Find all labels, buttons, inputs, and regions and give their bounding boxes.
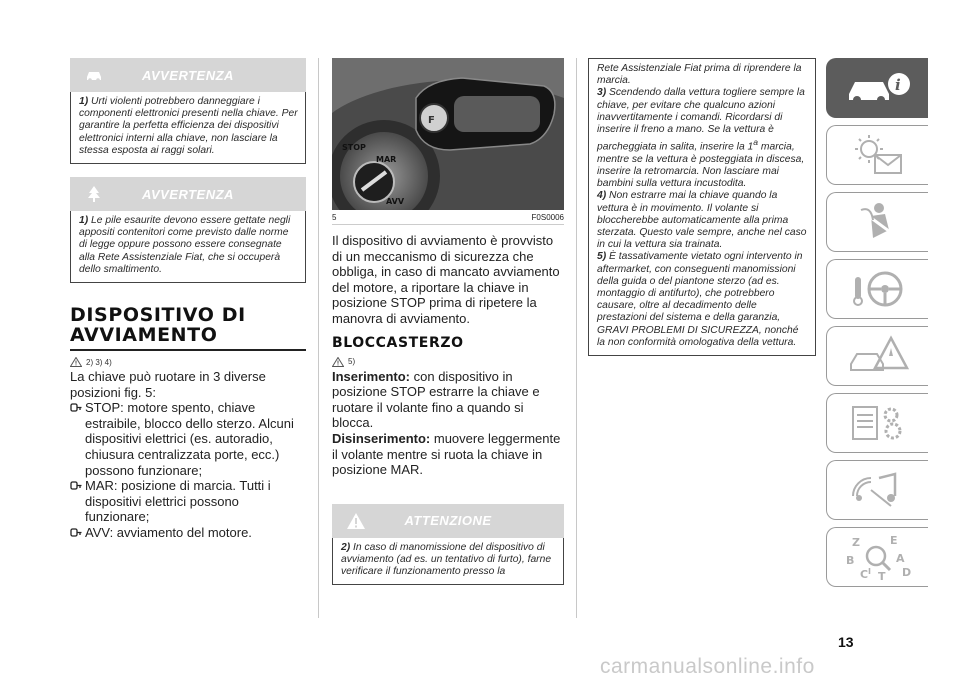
superscript: a — [753, 137, 759, 148]
attention-continued-box — [588, 58, 816, 356]
subhead-bloccasterzo: BLOCCASTERZO — [332, 334, 464, 351]
label-stop: STOP — [342, 143, 366, 152]
disinserimento-body: muovere leggermente il volante mentre si ruota la chiave in posizione MAR. — [332, 430, 561, 478]
attention-number: 2) — [341, 541, 351, 553]
warning-text: Urti violenti potrebbero danneggiare i componenti elettronici presenti nella chiave. Per garantire la perfetta efficienza dei dispositivi elettronici interni alla chiave, non lasciare la stessa esposta ai raggi solari. — [79, 96, 298, 156]
index-letter: B — [845, 554, 854, 567]
warning-number: 1) — [79, 215, 89, 227]
index-letter: Z — [851, 536, 860, 549]
warning-number: 1) — [79, 96, 89, 107]
note-number: 3) — [597, 87, 607, 99]
tab-car-info[interactable] — [826, 58, 928, 118]
page-number: 13 — [838, 634, 854, 650]
note-number: 4) — [597, 190, 607, 202]
position-text: STOP: motore spento, chiave estraibile, blocco dello sterzo. Alcuni dispositivi elettrici (es. autoradio, chiusura centralizzata porte, ecc.) possono funzionare; — [85, 400, 294, 478]
maintenance-gears-icon — [843, 401, 913, 445]
tab-maintenance[interactable] — [826, 393, 928, 453]
attention-box — [332, 538, 564, 586]
warning-triangle-icon — [70, 357, 82, 367]
tab-emergency[interactable] — [826, 326, 928, 386]
chapter-tabs — [826, 58, 928, 594]
attention-text: In caso di manomissione del dispositivo di avviamento (ad es. un tentativo di furto), farne verificare il funzionamento presso la — [341, 541, 552, 578]
disinserimento-text — [332, 431, 564, 478]
watermark: carmanualsonline.info — [600, 655, 815, 678]
intro-text: La chiave può ruotare in 3 diverse posizioni fig. 5: — [70, 369, 266, 400]
position-item-mar — [70, 478, 306, 525]
continued-text: Rete Assistenziale Fiat prima di riprendere la marcia. — [597, 63, 802, 87]
figure-code: F0S0006 — [531, 213, 564, 222]
warning-box-2 — [70, 211, 306, 283]
label-mar: MAR — [376, 155, 397, 164]
figure-caption — [332, 213, 564, 225]
warning-text: Le pile esaurite devono essere gettate negli appositi contenitori come previsto dalle norme di legge oppure possono essere consegnate alla Rete Assistenziale Fiat, che si occuperà dello smaltimento. — [79, 215, 291, 275]
attention-header — [332, 504, 564, 538]
disinserimento-label: Disinserimento: — [332, 430, 431, 446]
warning-refs — [70, 357, 306, 367]
warning-header-1 — [70, 58, 306, 92]
index-letter: C — [859, 568, 868, 581]
warning-box-1 — [70, 92, 306, 164]
svg-text:F: F — [428, 115, 435, 126]
index-letter: D — [901, 566, 911, 579]
note-text: Scendendo dalla vettura togliere sempre la chiave, per evitare che qualcuno azioni inavvertitamente i comandi. Ricordarsi di inserire il freno a mano. Se la vettura è parcheggiata in salita, inserire la 1 — [597, 87, 805, 153]
note-number: 5) — [597, 251, 607, 263]
column-divider — [576, 58, 577, 618]
note-text: marcia, mentre se la vettura è posteggiata in discesa, inserire la retromarcia. Non lasciare mai bambini sulla vettura incustodita. — [597, 141, 805, 190]
index-letter: T — [877, 570, 886, 582]
dashboard-lights-icon — [843, 133, 913, 177]
left-column — [70, 58, 306, 541]
ignition-photo — [332, 58, 564, 210]
inserimento-label: Inserimento: — [332, 368, 411, 384]
tab-safety[interactable] — [826, 192, 928, 252]
index-letters-icon — [838, 532, 918, 582]
right-column — [588, 58, 816, 356]
inserimento-text — [332, 369, 564, 431]
car-warning-icon — [84, 66, 104, 84]
tab-dashboard-lights[interactable] — [826, 125, 928, 185]
note-text: È tassativamente vietato ogni intervento in aftermarket, con conseguenti manomissioni della guida o del piantone sterzo (ad es. montaggio di antifurto), che potrebbero causare, oltre al decadimento delle prestazioni del sistema e della garanzia, GRAVI PROBLEMI DI SICUREZZA, nonché la non conformità omologativa della vettura. — [597, 251, 803, 348]
multimedia-icon — [843, 468, 913, 512]
refs-text: 2) 3) 4) — [86, 357, 112, 367]
position-item-avv — [70, 525, 306, 541]
tab-index[interactable] — [826, 527, 928, 587]
middle-column — [332, 58, 564, 585]
steering-wheel-icon — [843, 267, 913, 311]
position-text: AVV: avviamento del motore. — [85, 524, 252, 540]
column-divider — [318, 58, 319, 618]
warning-triangle-icon — [332, 357, 344, 367]
section-title — [70, 305, 306, 351]
tab-driving[interactable] — [826, 259, 928, 319]
warning-triangle-icon — [346, 512, 366, 530]
key-icon — [70, 480, 82, 491]
warning-title: AVVERTENZA — [142, 186, 234, 202]
index-letter: I — [867, 567, 871, 576]
index-letter: E — [889, 534, 898, 547]
sub-refs — [332, 357, 564, 367]
sub-ref-text: 5) — [348, 357, 356, 367]
key-icon — [70, 527, 82, 538]
car-info-icon — [843, 68, 913, 108]
section-title-line1: DISPOSITIVO DI — [70, 304, 246, 327]
inserimento-body: con dispositivo in posizione STOP estrarre la chiave e ruotare il volante fino a quando si blocca. — [332, 368, 540, 431]
position-text: MAR: posizione di marcia. Tutti i dispositivi elettrici possono funzionare; — [85, 478, 271, 525]
section-title-line2: AVVIAMENTO — [70, 324, 218, 347]
safety-airbag-icon — [843, 200, 913, 244]
recycle-tree-icon — [84, 185, 104, 203]
ignition-key-illustration — [332, 58, 564, 210]
label-avv: AVV — [386, 197, 405, 206]
index-letter: A — [895, 552, 905, 565]
figure-number: 5 — [332, 213, 337, 222]
warning-title: AVVERTENZA — [142, 67, 234, 83]
svg-text:i: i — [894, 76, 901, 94]
attention-title: ATTENZIONE — [404, 513, 492, 529]
position-item-stop — [70, 400, 306, 478]
note-text: Non estrarre mai la chiave quando la vettura è in movimento. Il volante si bloccherebbe automaticamente alla prima sterzata. Questo vale sempre, anche nel caso in cui la vettura sia trainata. — [597, 190, 807, 251]
safety-paragraph: Il dispositivo di avviamento è provvisto di un meccanismo di sicurezza che obbliga, in caso di mancato avviamento del motore, a riportare la chiave in posizione STOP prima di ripetere la manovra di avviamento. — [332, 233, 560, 326]
key-icon — [70, 402, 82, 413]
tab-multimedia[interactable] — [826, 460, 928, 520]
warning-header-2 — [70, 177, 306, 211]
emergency-road-icon — [843, 334, 913, 378]
